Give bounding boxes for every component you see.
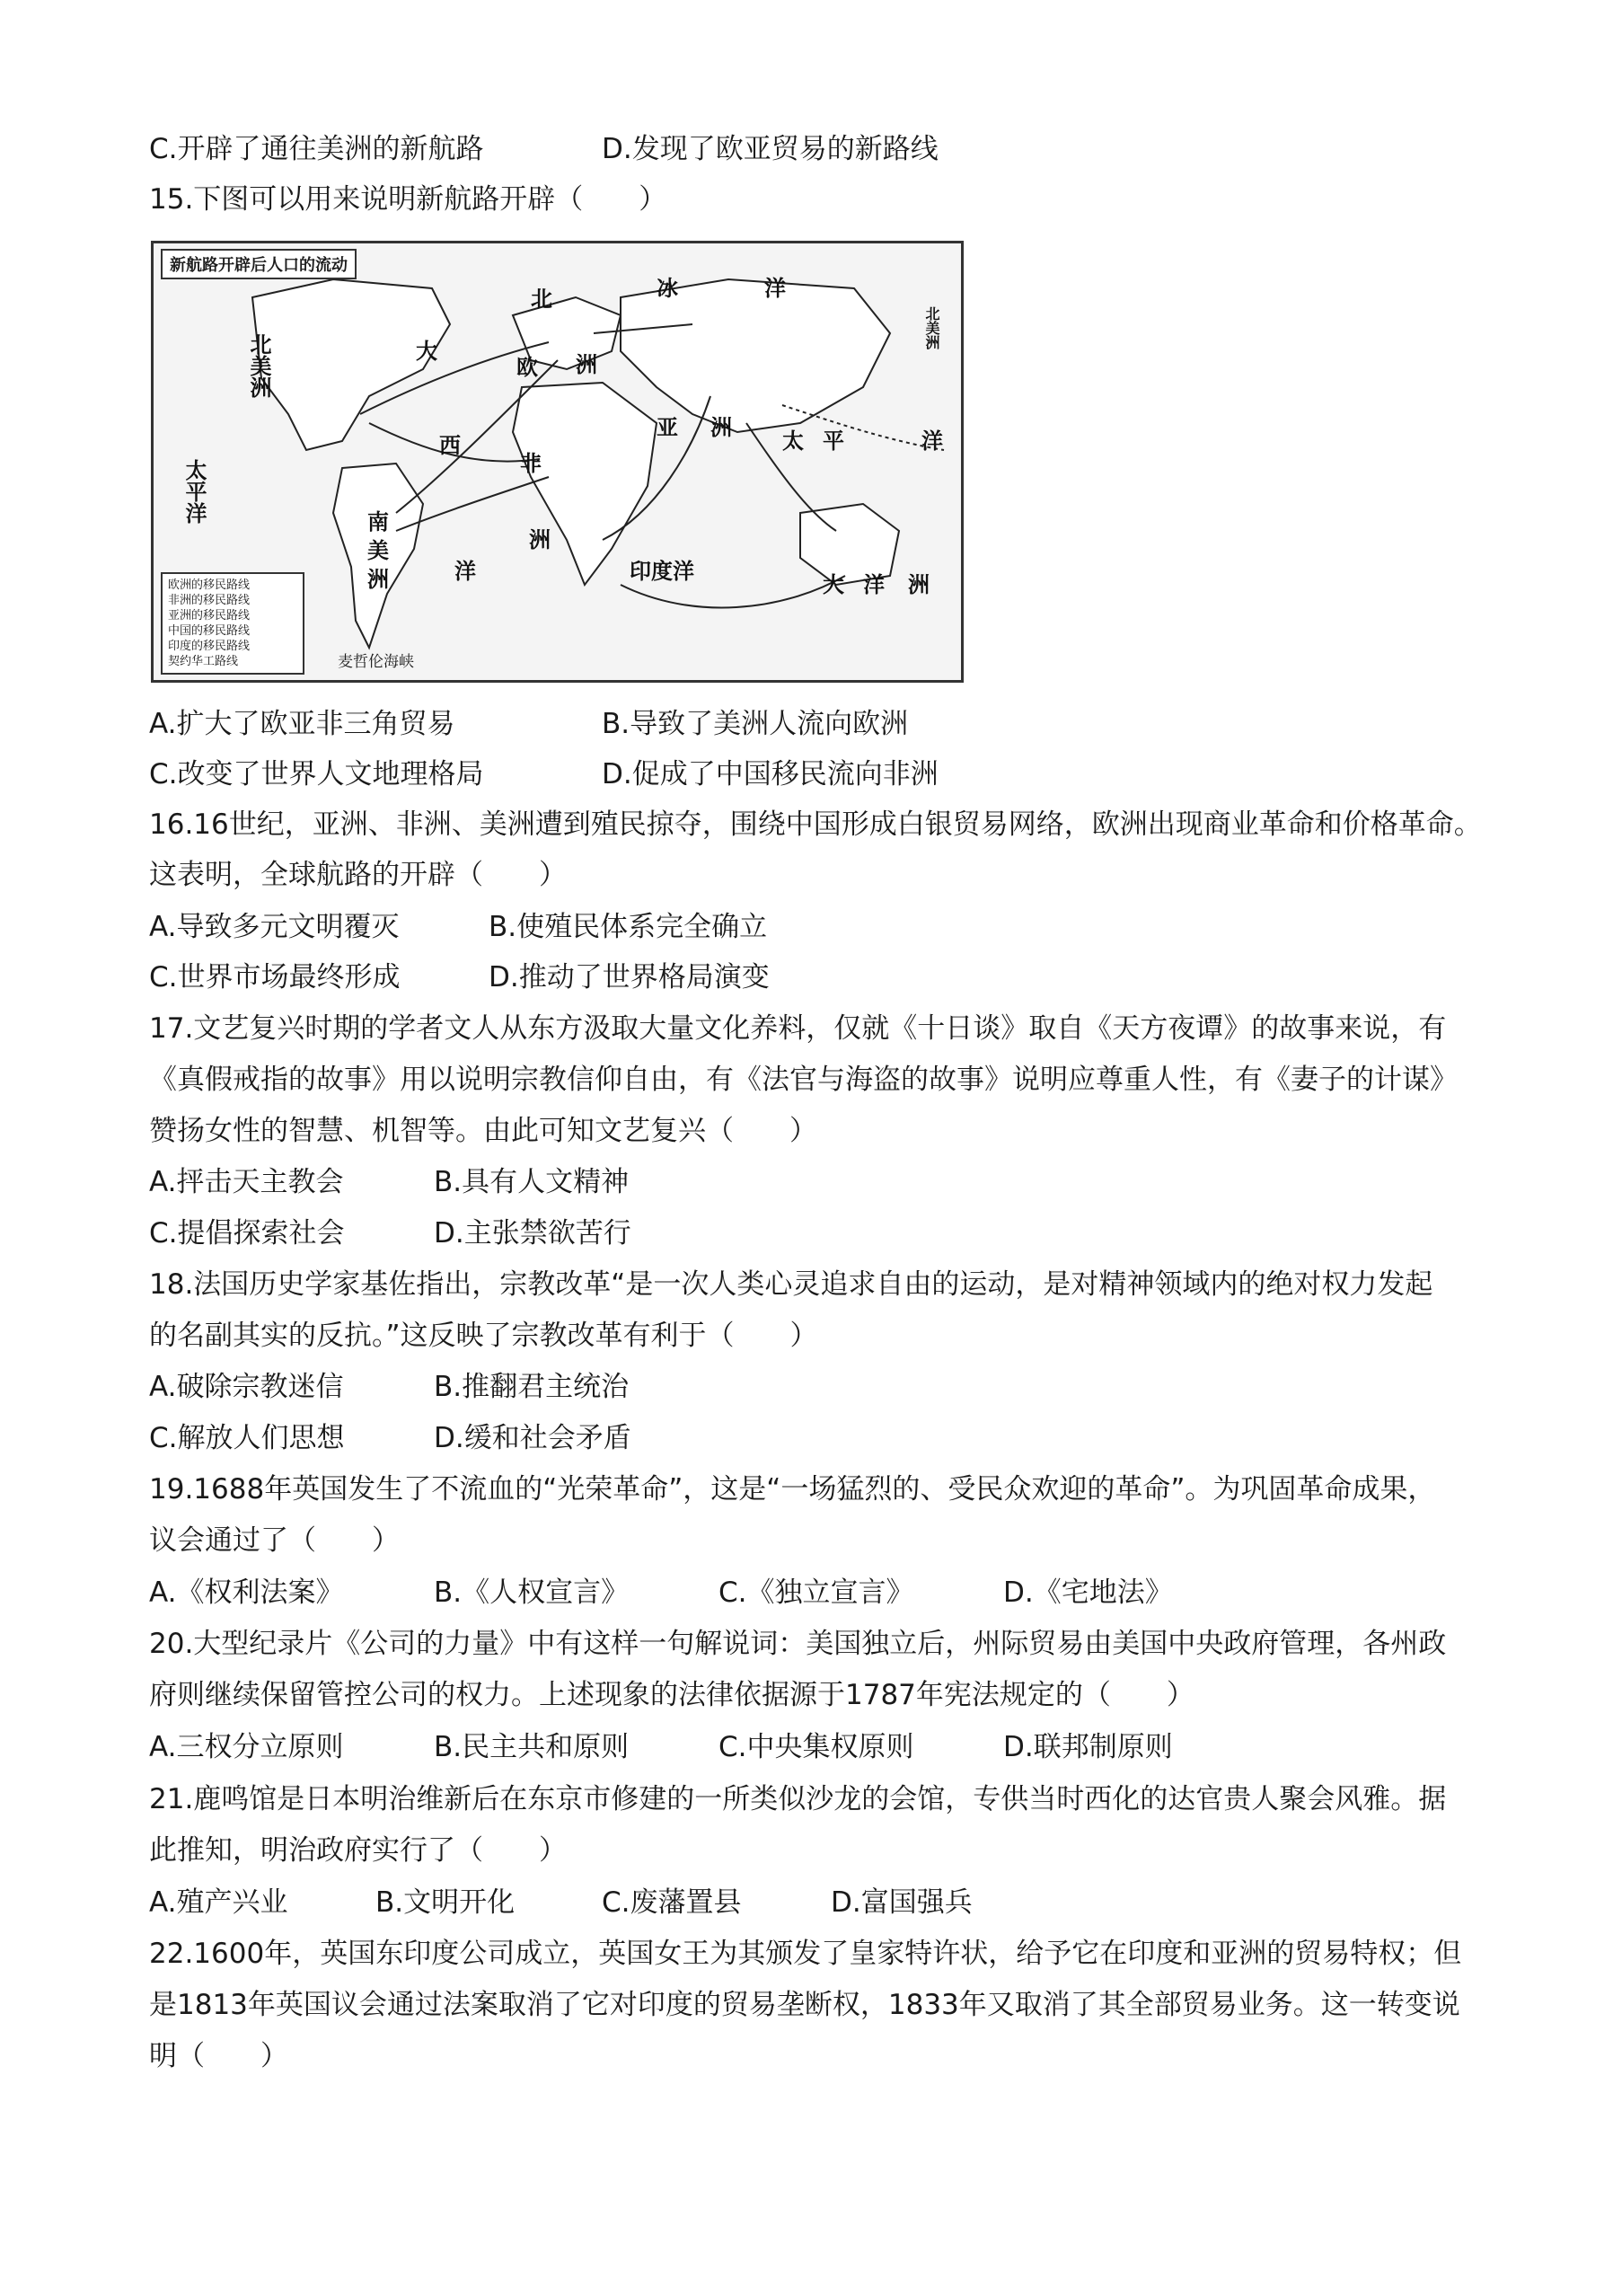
label-europe-2: 洲 [576, 352, 597, 377]
legend-item: 非洲的移民路线 [168, 594, 251, 607]
label-africa-1: 非 [520, 451, 542, 476]
q21-option-c: C.废藩置县 [602, 1886, 742, 1919]
label-magellan-strait: 麦哲伦海峡 [338, 653, 414, 671]
q20-option-c: C.中央集权原则 [718, 1731, 914, 1763]
q21-option-b: B.文明开化 [375, 1886, 516, 1919]
q18-option-c: C.解放人们思想 [149, 1422, 345, 1454]
migration-map [151, 241, 964, 683]
q16-option-c: C.世界市场最终形成 [149, 961, 401, 993]
q16-option-d: D.推动了世界格局演变 [489, 961, 770, 993]
q18-option-b: B.推翻君主统治 [434, 1371, 630, 1403]
q15-option-b: B.导致了美洲人流向欧洲 [602, 708, 909, 740]
label-samerica-1: 南 [367, 509, 389, 534]
label-atlantic-1: 大 [416, 339, 437, 364]
q21-option-d: D.富国强兵 [831, 1886, 973, 1919]
label-pacific-right-1: 太 [782, 428, 804, 454]
q22-stem-line2: 是1813年英国议会通过法案取消了它对印度的贸易垄断权，1833年又取消了其全部贸易业务。这一转变说 [149, 1989, 1460, 2021]
q21-stem-line1: 21.鹿鸣馆是日本明治维新后在东京市修建的一所类似沙龙的会馆，专供当时西化的达官贵人聚会风雅。据 [149, 1783, 1447, 1815]
q20-stem-line2: 府则继续保留管控公司的权力。上述现象的法律依据源于1787年宪法规定的（ ） [149, 1679, 1194, 1711]
q20-stem-line1: 20.大型纪录片《公司的力量》中有这样一句解说词：美国独立后，州际贸易由美国中央政府管理，各州政 [149, 1628, 1447, 1660]
label-arctic-2: 冰 [657, 276, 678, 301]
label-arctic-3: 洋 [764, 276, 786, 301]
label-pacific-left: 太平洋 [181, 459, 207, 524]
label-north-america-right: 北美洲 [923, 306, 940, 349]
legend-item: 契约华工路线 [168, 655, 239, 668]
label-north-america: 北美洲 [246, 333, 271, 398]
q16-option-a: A.导致多元文明覆灭 [149, 911, 400, 943]
q19-stem-line2: 议会通过了（ ） [149, 1524, 400, 1557]
label-asia-2: 洲 [710, 415, 732, 440]
q22-stem-line1: 22.1600年，英国东印度公司成立，英国女王为其颁发了皇家特许状，给予它在印度和亚洲的贸易特权；但 [149, 1938, 1462, 1970]
q15-stem: 15.下图可以用来说明新航路开辟（ ） [149, 183, 667, 216]
q19-option-a: A.《权利法案》 [149, 1576, 344, 1609]
q15-option-a: A.扩大了欧亚非三角贸易 [149, 708, 455, 740]
q18-option-d: D.缓和社会矛盾 [434, 1422, 631, 1454]
q21-option-a: A.殖产兴业 [149, 1886, 288, 1919]
q19-stem-line1: 19.1688年英国发生了不流血的“光荣革命”，这是“一场猛烈的、受民众欢迎的革命”。为巩固革命成果， [149, 1473, 1436, 1506]
label-africa-2: 洲 [529, 527, 551, 552]
q22-stem-line3: 明（ ） [149, 2040, 288, 2072]
q17-stem-line1: 17.文艺复兴时期的学者文人从东方汲取大量文化养料，仅就《十日谈》取自《天方夜谭》的故事来说，有 [149, 1012, 1447, 1045]
map-legend [161, 572, 304, 675]
label-pacific-right-2: 平 [823, 428, 844, 454]
north-america-shape [252, 279, 450, 450]
q19-option-d: D.《宅地法》 [1003, 1576, 1173, 1609]
label-asia-1: 亚 [657, 415, 678, 440]
q17-option-a: A.抨击天主教会 [149, 1166, 344, 1198]
q17-option-d: D.主张禁欲苦行 [434, 1217, 631, 1250]
q15-option-c: C.改变了世界人文地理格局 [149, 758, 484, 790]
q20-option-d: D.联邦制原则 [1003, 1731, 1173, 1763]
label-atlantic-2: 西 [439, 433, 461, 458]
label-samerica-3: 洲 [367, 567, 389, 592]
legend-item: 欧洲的移民路线 [168, 578, 251, 592]
q17-stem-line2: 《真假戒指的故事》用以说明宗教信仰自由，有《法官与海盗的故事》说明应尊重人性，有《妻子的计谋》 [149, 1064, 1458, 1096]
q21-stem-line2: 此推知，明治政府实行了（ ） [149, 1834, 567, 1867]
q15-option-d: D.促成了中国移民流向非洲 [602, 758, 939, 790]
q17-option-c: C.提倡探索社会 [149, 1217, 345, 1250]
q16-stem-line1: 16.16世纪，亚洲、非洲、美洲遭到殖民掠夺，围绕中国形成白银贸易网络，欧洲出现商业革命和价格革命。 [149, 808, 1482, 841]
q14-option-d: D.发现了欧亚贸易的新路线 [602, 133, 939, 165]
label-europe-1: 欧 [516, 355, 538, 380]
label-samerica-2: 美 [367, 538, 389, 563]
map-title: 新航路开辟后人口的流动 [161, 249, 357, 279]
q17-option-b: B.具有人文精神 [434, 1166, 630, 1198]
q19-option-b: B.《人权宣言》 [434, 1576, 630, 1609]
legend-item: 亚洲的移民路线 [168, 609, 251, 623]
label-arctic-1: 北 [531, 287, 552, 312]
q16-stem-line2: 这表明，全球航路的开辟（ ） [149, 859, 567, 891]
q18-stem-line2: 的名副其实的反抗。”这反映了宗教改革有利于（ ） [149, 1320, 818, 1352]
q18-option-a: A.破除宗教迷信 [149, 1371, 344, 1403]
q16-option-b: B.使殖民体系完全确立 [489, 911, 768, 943]
q14-option-c: C.开辟了通往美洲的新航路 [149, 133, 484, 165]
legend-item: 中国的移民路线 [168, 624, 251, 638]
label-atlantic-3: 洋 [454, 559, 476, 584]
q20-option-b: B.民主共和原则 [434, 1731, 630, 1763]
q17-stem-line3: 赞扬女性的智慧、机智等。由此可知文艺复兴（ ） [149, 1115, 817, 1147]
legend-item: 印度的移民路线 [168, 640, 251, 653]
label-pacific-right-3: 洋 [921, 428, 943, 454]
label-oceania-1: 大 [823, 572, 844, 597]
label-oceania-2: 洋 [863, 572, 885, 597]
label-indian-ocean: 印度洋 [630, 559, 694, 584]
q20-option-a: A.三权分立原则 [149, 1731, 344, 1763]
label-oceania-3: 洲 [908, 572, 930, 597]
q18-stem-line1: 18.法国历史学家基佐指出，宗教改革“是一次人类心灵追求自由的运动，是对精神领域内的绝对权力发起 [149, 1268, 1433, 1301]
q19-option-c: C.《独立宣言》 [718, 1576, 914, 1609]
